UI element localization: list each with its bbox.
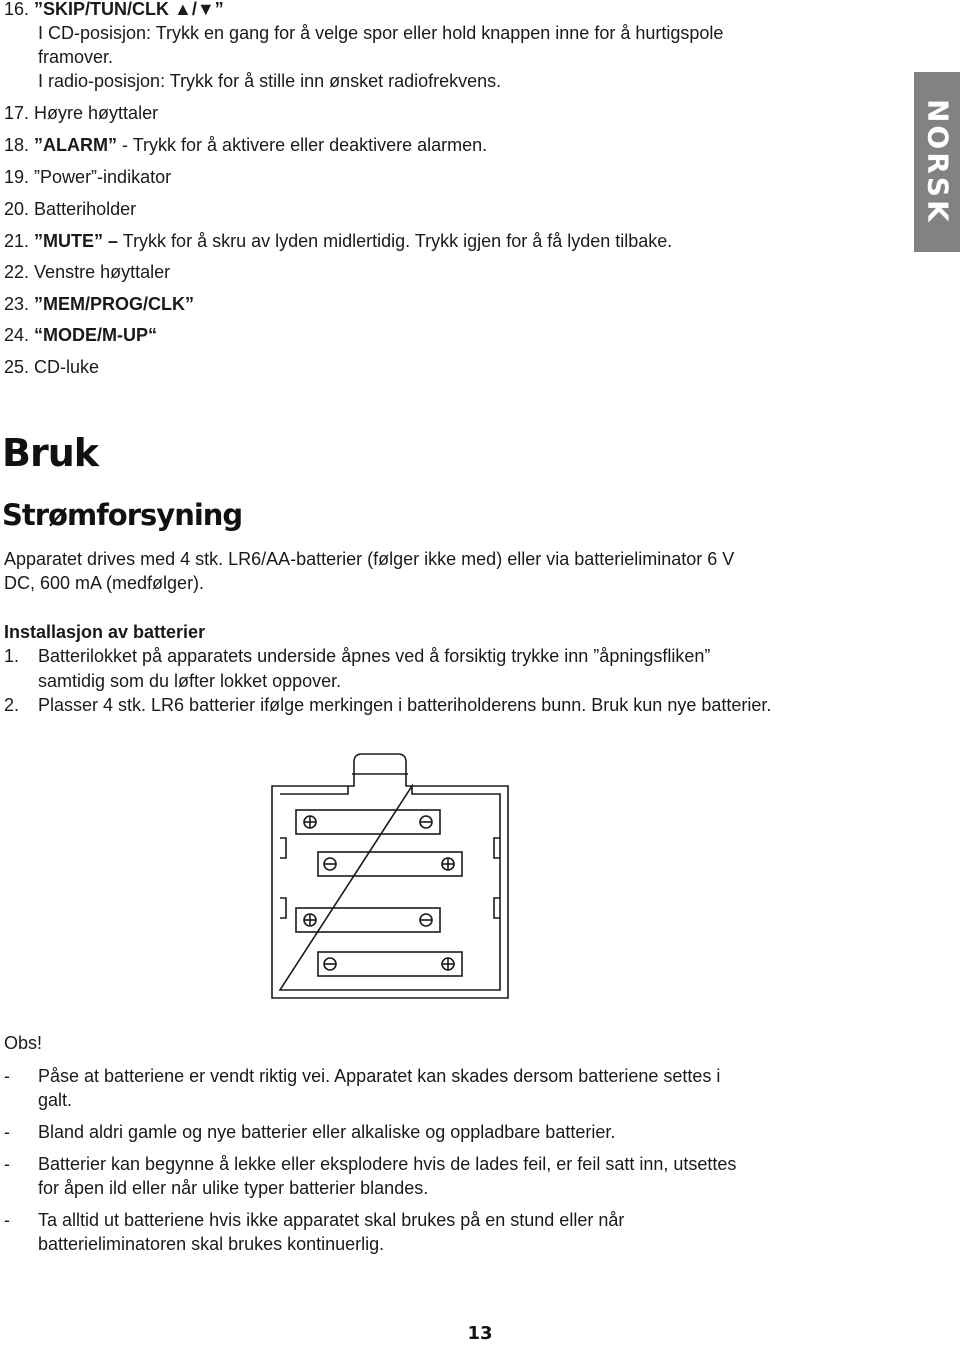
subsection-heading: Strømforsyning: [2, 498, 243, 532]
note-text: batterieliminatoren skal brukes kontinuerlig.: [38, 1234, 385, 1254]
item-text: Høyre høyttaler: [34, 103, 159, 123]
note-text: Bland aldri gamle og nye batterier eller alkaliske og oppladbare batterier.: [38, 1122, 616, 1142]
note-dash: -: [4, 1122, 10, 1142]
item-number: 21.: [4, 231, 30, 251]
language-tab-label: NORSK: [921, 99, 955, 225]
list-item: [4, 102, 810, 126]
battery-cell: [296, 810, 440, 834]
list-item: [4, 134, 810, 158]
item-text: Batteriholder: [34, 199, 137, 219]
note-dash: -: [4, 1210, 10, 1230]
install-step-text: samtidig som du løfter lokket oppover.: [38, 671, 342, 691]
list-item: [38, 46, 810, 70]
install-step-text: Plasser 4 stk. LR6 batterier ifølge merkingen i batteriholderens bunn. Bruk kun nye batterier.: [38, 695, 772, 715]
item-number: 24.: [4, 325, 30, 345]
note-text: Ta alltid ut batteriene hvis ikke apparatet skal brukes på en stund eller når: [38, 1210, 625, 1230]
note-text: for åpen ild eller når ulike typer batterier blandes.: [38, 1178, 429, 1198]
install-step-number: 1.: [4, 646, 20, 666]
item-number: 20.: [4, 199, 30, 219]
item-text: Venstre høyttaler: [34, 262, 171, 282]
notes-label: Obs!: [4, 1033, 43, 1053]
item-bold: ”ALARM”: [34, 135, 118, 155]
list-item: [4, 198, 810, 222]
power-paragraph-line-2: DC, 600 mA (medfølger).: [4, 573, 205, 593]
install-step-number: 2.: [4, 695, 20, 715]
note-dash: -: [4, 1066, 10, 1086]
item-text: I radio-posisjon: Trykk for å stille inn ønsket radiofrekvens.: [38, 71, 502, 91]
item-text: - Trykk for å aktivere eller deaktivere alarmen.: [117, 135, 488, 155]
note-dash: -: [4, 1154, 10, 1174]
language-tab: [914, 72, 960, 252]
item-number: 25.: [4, 357, 30, 377]
list-item: [38, 22, 810, 46]
install-step-text: Batterilokket på apparatets underside åpnes ved å forsiktig trykke inn ”åpningsfliken”: [38, 646, 711, 666]
item-text: I CD-posisjon: Trykk en gang for å velge spor eller hold knappen inne for å hurtigspole: [38, 23, 724, 43]
item-number: 23.: [4, 294, 30, 314]
note-text: Påse at batteriene er vendt riktig vei. Apparatet kan skades dersom batteriene settes i: [38, 1066, 721, 1086]
item-bold: ”SKIP/TUN/CLK ▲/▼”: [34, 0, 224, 19]
item-number: 22.: [4, 262, 30, 282]
list-item: [38, 70, 810, 94]
battery-compartment-diagram: [268, 748, 512, 1004]
item-text: framover.: [38, 47, 114, 67]
list-item: [4, 0, 810, 22]
section-heading: Bruk: [2, 431, 99, 475]
item-bold: ”MUTE” –: [34, 231, 119, 251]
item-number: 16.: [4, 0, 30, 19]
list-item: [4, 261, 810, 285]
install-heading: Installasjon av batterier: [4, 622, 206, 642]
power-paragraph-line-1: Apparatet drives med 4 stk. LR6/AA-batterier (følger ikke med) eller via batterieliminator 6 V: [4, 549, 735, 569]
item-bold: “MODE/M-UP“: [34, 325, 158, 345]
list-item: [4, 324, 810, 348]
page-number: 13: [467, 1323, 493, 1344]
side-notches: [280, 838, 500, 918]
list-item: [4, 230, 810, 254]
battery-cell: [318, 952, 462, 976]
list-item: [4, 166, 810, 190]
list-item: [4, 356, 810, 380]
item-number: 18.: [4, 135, 30, 155]
item-bold: ”MEM/PROG/CLK”: [34, 294, 195, 314]
battery-cell: [296, 908, 440, 932]
item-number: 17.: [4, 103, 30, 123]
item-text: ”Power”-indikator: [34, 167, 172, 187]
item-text: CD-luke: [34, 357, 100, 377]
item-text: Trykk for å skru av lyden midlertidig. Trykk igjen for å få lyden tilbake.: [118, 231, 673, 251]
battery-cell: [318, 852, 462, 876]
list-item: [4, 293, 810, 317]
item-number: 19.: [4, 167, 30, 187]
note-text: galt.: [38, 1090, 73, 1110]
note-text: Batterier kan begynne å lekke eller eksplodere hvis de lades feil, er feil satt inn, utsettes: [38, 1154, 737, 1174]
